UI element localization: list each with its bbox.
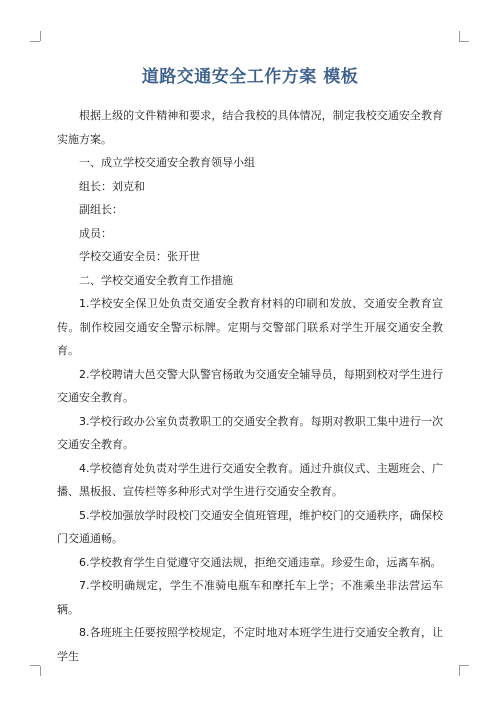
measure-item-7: 7.学校明确规定，学生不准骑电瓶车和摩托车上学；不准乘坐非法营运车辆。: [57, 579, 443, 616]
section-heading-1: 一、成立学校交通安全教育领导小组: [79, 156, 255, 169]
paragraph-members: 成员：: [79, 226, 112, 240]
crop-mark-bottom-left-h: [30, 665, 40, 666]
crop-mark-top-left-v: [40, 31, 41, 41]
measure-item-1: 1.学校安全保卫处负责交通安全教育材料的印刷和发放、交通安全教育宣传。制作校园交通安全警示标牌。定期与交警部门联系对学生开展交通安全教育。: [57, 297, 443, 357]
measure-item-3: 3.学校行政办公室负责教职工的交通安全教育。每期对教职工集中进行一次交通安全教育。: [57, 414, 443, 451]
crop-mark-bottom-left-v: [40, 666, 41, 676]
crop-mark-bottom-right-h: [459, 665, 469, 666]
measure-item-2: 2.学校聘请大邑交警大队警官杨敢为交通安全辅导员，每期到校对学生进行交通安全教育。: [57, 367, 443, 404]
paragraph-intro: 根据上级的文件精神和要求，结合我校的具体情况，制定我校交通安全教育实施方案。: [57, 109, 443, 146]
document-body: [57, 104, 443, 668]
crop-mark-top-right-h: [459, 41, 469, 42]
paragraph-leader: 组长：刘克和: [79, 179, 145, 193]
paragraph-deputy: 副组长：: [79, 203, 123, 216]
measure-item-4: 4.学校德育处负责对学生进行交通安全教育。通过升旗仪式、主题班会、广播、黑板报、宣传栏等多种形式对学生进行交通安全教育。: [57, 461, 443, 498]
measure-item-6: 6.学校教育学生自觉遵守交通法规，拒绝交通违章。珍爱生命，远离车祸。: [79, 555, 442, 569]
crop-mark-bottom-right-v: [459, 666, 460, 676]
section-heading-2: 二、学校交通安全教育工作措施: [79, 273, 233, 287]
crop-mark-top-left-h: [30, 41, 40, 42]
paragraph-safety-officer: 学校交通安全员：张开世: [79, 250, 200, 263]
crop-mark-top-right-v: [459, 31, 460, 41]
measure-item-8: 8.各班班主任要按照学校规定，不定时地对本班学生进行交通安全教育，让学生: [57, 626, 443, 663]
measure-item-5: 5.学校加强放学时段校门交通安全值班管理，维护校门的交通秩序，确保校门交通通畅。: [57, 508, 443, 545]
document-title: 道路交通安全工作方案 模板: [141, 67, 359, 87]
